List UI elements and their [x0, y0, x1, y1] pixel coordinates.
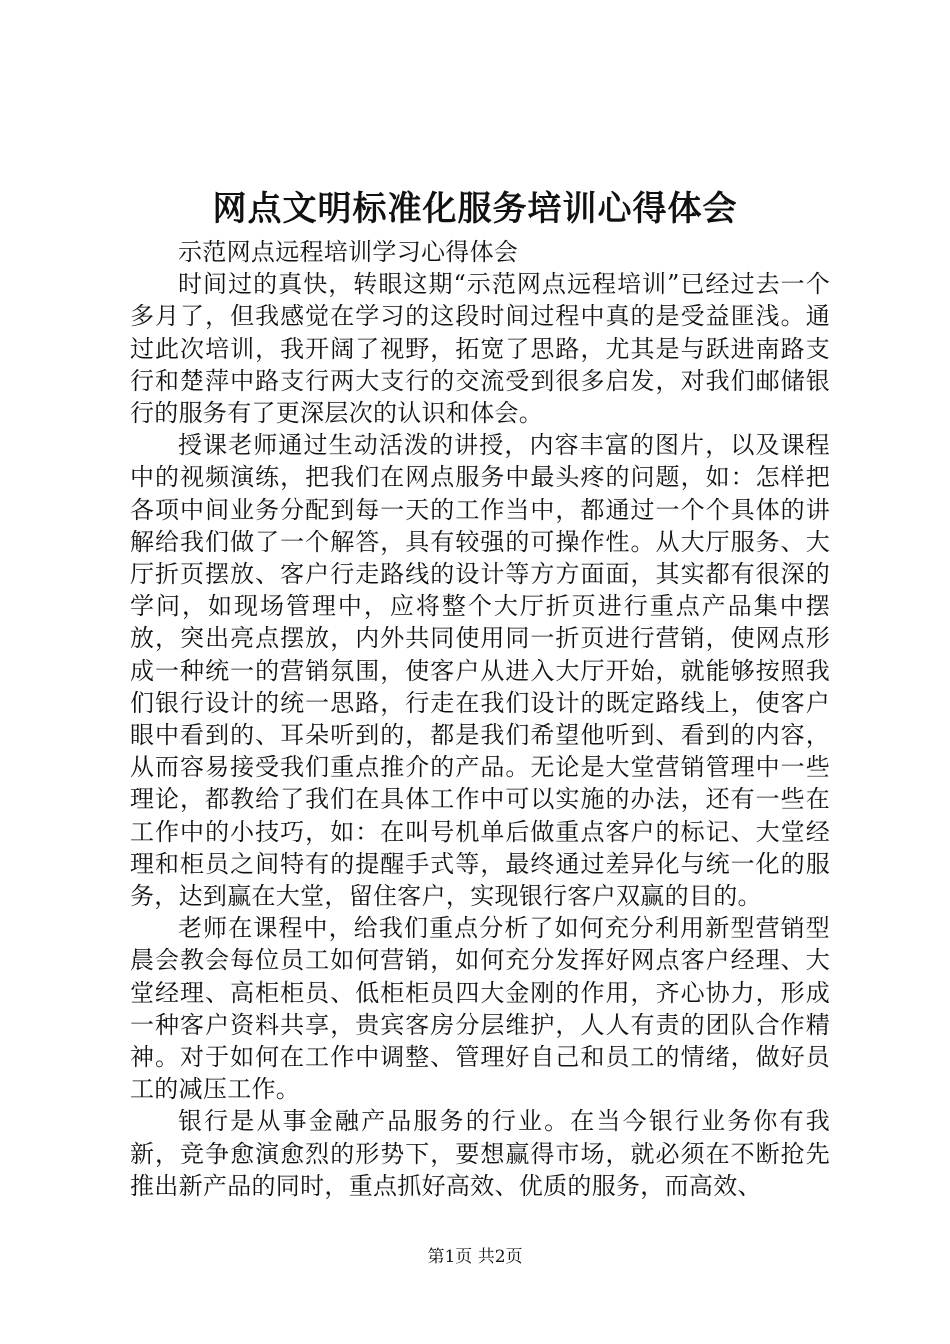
paragraph: 老师在课程中，给我们重点分析了如何充分利用新型营销型晨会教会每位员工如何营销，如何充分发挥好网点客户经理、大堂经理、高柜柜员、低柜柜员四大金刚的作用，齐心协力，形成一种客户资料共享，贵宾客房分层维护，人人有责的团队合作精神。对于如何在工作中调整、管理好自己和员工的情绪，做好员工的减压工作。: [130, 914, 830, 1104]
page-number: 第1页 共2页: [427, 1247, 523, 1267]
paragraph: 授课老师通过生动活泼的讲授，内容丰富的图片，以及课程中的视频演练，把我们在网点服务中最头疼的问题，如：怎样把各项中间业务分配到每一天的工作当中，都通过一个个具体的讲解给我们做了一个解答，具有较强的可操作性。从大厅服务、大厅折页摆放、客户行走路线的设计等方方面面，其实都有很深的学问，如现场管理中，应将整个大厅折页进行重点产品集中摆放，突出亮点摆放，内外共同使用同一折页进行营销，使网点形成一种统一的营销氛围，使客户从进入大厅开始，就能够按照我们银行设计的统一思路，行走在我们设计的既定路线上，使客户眼中看到的、耳朵听到的，都是我们希望他听到、看到的内容，从而容易接受我们重点推介的产品。无论是大堂营销管理中一些理论，都教给了我们在具体工作中可以实施的办法，还有一些在工作中的小技巧，如：在叫号机单后做重点客户的标记、大堂经理和柜员之间特有的提醒手式等，最终通过差异化与统一化的服务，达到赢在大堂，留住客户，实现银行客户双赢的目的。: [130, 431, 830, 911]
subtitle: 示范网点远程培训学习心得体会: [178, 238, 519, 266]
page-title: 网点文明标准化服务培训心得体会: [212, 189, 738, 229]
paragraph: 时间过的真快，转眼这期“示范网点远程培训”已经过去一个多月了，但我感觉在学习的这段时间过程中真的是受益匪浅。通过此次培训，我开阔了视野，拓宽了思路，尤其是与跃进南路支行和楚萍中路支行两大支行的交流受到很多启发，对我们邮储银行的服务有了更深层次的认识和体会。: [130, 270, 830, 428]
paragraph: 银行是从事金融产品服务的行业。在当今银行业务你有我新，竞争愈演愈烈的形势下，要想赢得市场，就必须在不断抢先推出新产品的同时，重点抓好高效、优质的服务，而高效、: [130, 1107, 830, 1200]
document-body: [130, 236, 830, 1202]
